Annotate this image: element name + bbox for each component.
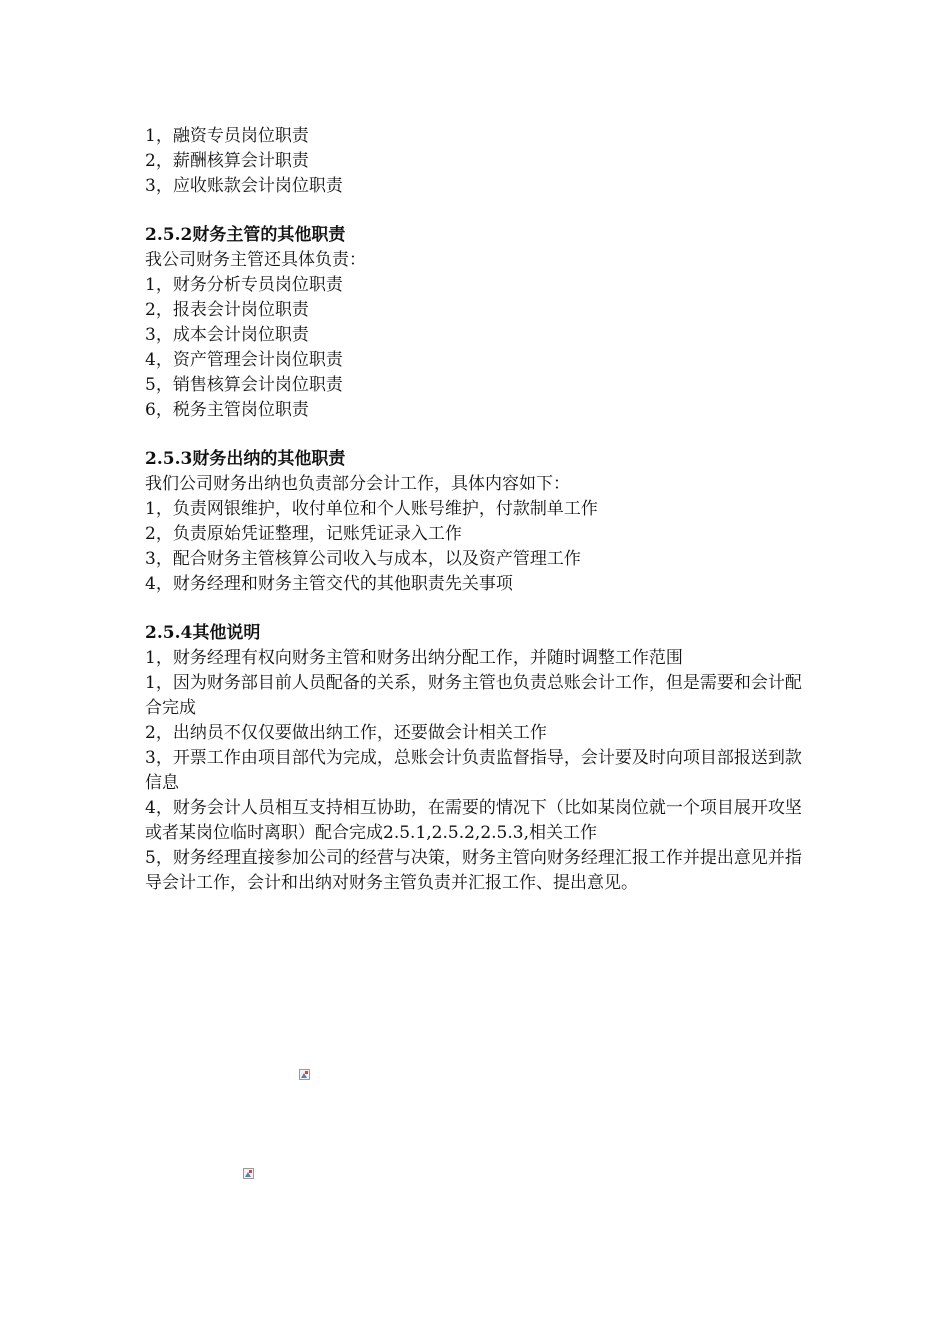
broken-image-icon [299, 1069, 310, 1080]
list-item: 3，开票工作由项目部代为完成，总账会计负责监督指导，会计要及时向项目部报送到款信息 [145, 748, 802, 793]
list-item: 1，负责网银维护，收付单位和个人账号维护，付款制单工作 [145, 499, 598, 519]
list-item: 2，出纳员不仅仅要做出纳工作，还要做会计相关工作 [145, 723, 547, 743]
section-2-5-3 [145, 447, 815, 597]
section-2-5-2 [145, 223, 815, 423]
spacer [145, 597, 815, 621]
document-body [145, 124, 815, 896]
broken-image-icon [243, 1168, 254, 1179]
list-item: 2，报表会计岗位职责 [145, 300, 309, 320]
section-heading: 2.5.2财务主管的其他职责 [145, 225, 346, 245]
list-item: 5，财务经理直接参加公司的经营与决策，财务主管向财务经理汇报工作并提出意见并指导会计工作，会计和出纳对财务主管负责并汇报工作、提出意见。 [145, 848, 802, 893]
list-item: 5，销售核算会计岗位职责 [145, 375, 343, 395]
section-2-5-4 [145, 621, 815, 896]
list-item: 6，税务主管岗位职责 [145, 400, 309, 420]
list-item: 1，融资专员岗位职责 [145, 126, 309, 146]
list-item: 4，资产管理会计岗位职责 [145, 350, 343, 370]
list-item: 4，财务经理和财务主管交代的其他职责先关事项 [145, 574, 513, 594]
list-item: 3，配合财务主管核算公司收入与成本，以及资产管理工作 [145, 549, 581, 569]
list-item: 3，应收账款会计岗位职责 [145, 176, 343, 196]
section-heading: 2.5.4其他说明 [145, 623, 261, 643]
list-item: 4，财务会计人员相互支持相互协助，在需要的情况下（比如某岗位就一个项目展开攻坚或者某岗位临时离职）配合完成2.5.1,2.5.2,2.5.3,相关工作 [145, 798, 802, 843]
list-item: 2，薪酬核算会计职责 [145, 151, 309, 171]
list-item: 2，负责原始凭证整理，记账凭证录入工作 [145, 524, 462, 544]
list-item: 1，财务分析专员岗位职责 [145, 275, 343, 295]
list-item: 1，因为财务部目前人员配备的关系，财务主管也负责总账会计工作，但是需要和会计配合完成 [145, 673, 802, 718]
intro-list [145, 124, 815, 199]
list-item: 1，财务经理有权向财务主管和财务出纳分配工作，并随时调整工作范围 [145, 648, 683, 668]
list-item: 3，成本会计岗位职责 [145, 325, 309, 345]
section-intro: 我们公司财务出纳也负责部分会计工作，具体内容如下： [145, 474, 570, 494]
section-intro: 我公司财务主管还具体负责： [145, 250, 366, 270]
spacer [145, 199, 815, 223]
spacer [145, 423, 815, 447]
section-heading: 2.5.3财务出纳的其他职责 [145, 449, 346, 469]
